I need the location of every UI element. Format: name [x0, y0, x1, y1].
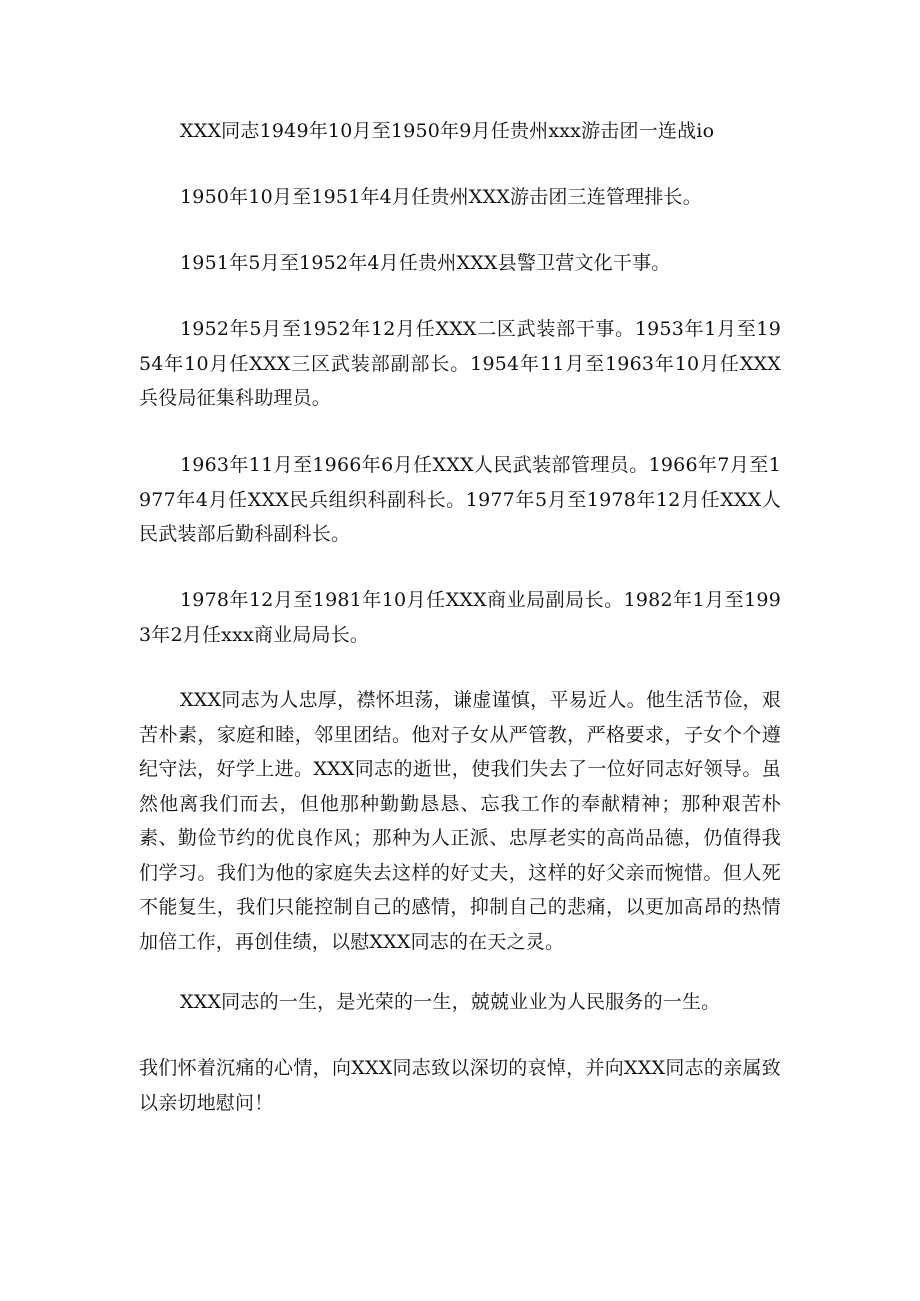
paragraph-3: 1951年5月至1952年4月任贵州XXX县警卫营文化干事。 — [180, 252, 671, 274]
paragraph-2: 1950年10月至1951年4月任贵州XXX游击团三连管理排长。 — [180, 186, 702, 208]
paragraph-7: XXX同志为人忠厚，襟怀坦荡，谦虚谨慎，平易近人。他生活节俭，艰苦朴素，家庭和睦，邻里团结。他对子女从严管教，严格要求，子女个个遵纪守法，好学上进。XXX同志的逝世，使我们失去了一位好同志好领导。虽然他离我们而去，但他那种勤勤恳恳、忘我工作的奉献精神；那种艰苦朴素、勤俭节约的优良作风；那种为人正派、忠厚老实的高尚品德，仍值得我们学习。我们为他的家庭失去这样的好丈夫，这样的好父亲而惋惜。但人死不能复生，我们只能控制自己的感情，抑制自己的悲痛，以更加高昂的热情加倍工作，再创佳绩，以慰XXX同志的在天之灵。 — [139, 689, 781, 953]
paragraph-6: 1978年12月至1981年10月任XXX商业局副局长。1982年1月至1993年2月任xxx商业局局长。 — [139, 589, 781, 646]
paragraph-8: XXX同志的一生，是光荣的一生，兢兢业业为人民服务的一生。 — [180, 991, 721, 1013]
paragraph-9: 我们怀着沉痛的心情，向XXX同志致以深切的哀悼，并向XXX同志的亲属致以亲切地慰问！ — [139, 1057, 781, 1114]
paragraph-1: XXX同志1949年10月至1950年9月任贵州xxx游击团一连战io — [180, 120, 715, 142]
paragraph-5: 1963年11月至1966年6月任XXX人民武装部管理员。1966年7月至1977年4月任XXX民兵组织科副科长。1977年5月至1978年12月任XXX人民武装部后勤科副科长。 — [139, 454, 781, 545]
paragraph-4: 1952年5月至1952年12月任XXX二区武装部干事。1953年1月至1954年10月任XXX三区武装部副部长。1954年11月至1963年10月任XXX兵役局征集科助理员。 — [139, 318, 781, 409]
